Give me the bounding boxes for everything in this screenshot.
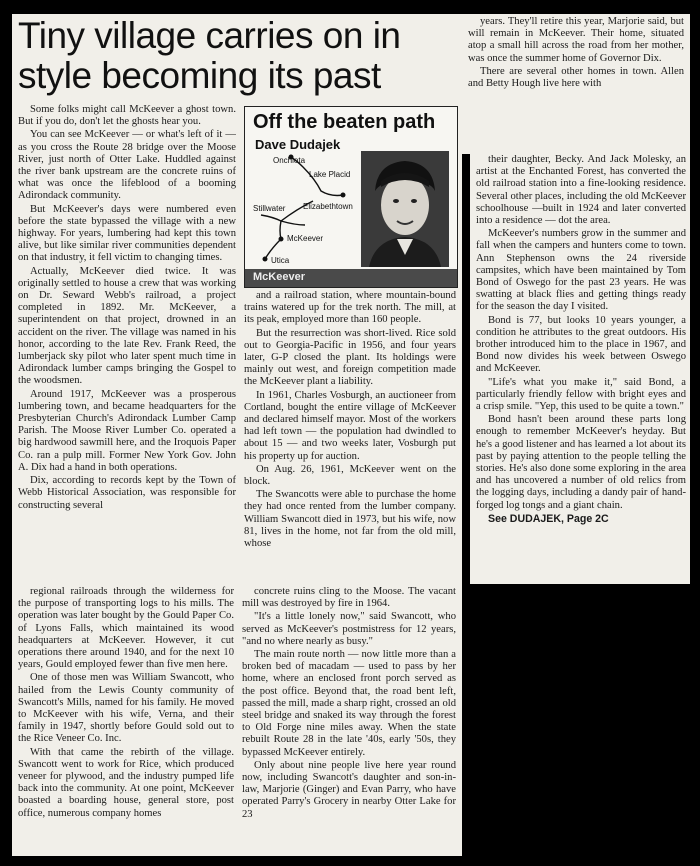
sidebar-box	[244, 106, 458, 288]
paragraph: In 1961, Charles Vosburgh, an auctioneer from Cortland, bought the entire village of McKeever and declared himself mayor. Most of the workers had left town — the population had dwindled to about 15 — and two weeks later, Vosburgh put his property up for auction.	[244, 389, 456, 462]
paragraph: Dix, according to records kept by the Town of Webb Historical Association, was responsible for constructing several	[18, 475, 236, 511]
column-3	[468, 16, 684, 152]
map-label: Lake Placid	[309, 170, 351, 179]
paragraph: Only about nine people live here year round now, including Swancott's daughter and son-in-law, Marjorie (Ginger) and Evan Parry, who have operated Parry's Grocery in nearby Otter Lake for 23	[242, 759, 456, 820]
map-dot	[279, 237, 284, 242]
paragraph: years. They'll retire this year, Marjorie said, but will remain in McKeever. Their home, situated atop a small hill across the road from her mother, was once the summer home of Governor Dix.	[468, 16, 684, 64]
paragraph: You can see McKeever — or what's left of it — as you cross the Route 28 bridge over the Moose River, just north of Otter Lake. Huddled against the river bank upstream are the concrete ruins of what was once the lifeblood of a booming Adirondack community.	[18, 129, 236, 202]
paragraph: There are several other homes in town. Allen and Betty Hough live here with	[468, 65, 684, 90]
paragraph: Actually, McKeever died twice. It was originally settled to house a crew that was working on Dr. Seward Webb's railroad, a project completed in 1892. Mr. McKeever, a superintendent on that project, drowned in an accident on the river. The village was named in his honor, according to the late Rev. Frank Reed, the lumberjack sky pilot who later spent much time in Adirondack lumber camps bringing the Gospel to the woodsmen.	[18, 265, 236, 387]
paragraph: One of those men was William Swancott, who hailed from the Lewis County community of Swancott's Mills, named for his family. He moved to McKeever with his wife, Verna, and their family in 1947, shortly before Gould sold out to the Rice Veneer Co. Inc.	[18, 672, 234, 745]
paragraph: Bond hasn't been around these parts long enough to remember McKeever's heyday. But he's a good listener and has learned a lot about its past by paying attention to the people telling the stories. He's also done some exploring in the area and has uncovered a number of old relics from the logging days, including a dandy pair of hand-forged log tongs and a giant chain.	[476, 414, 686, 511]
sidebar-byline: Dave Dudajek	[255, 137, 341, 152]
paragraph: The main route north — now little more than a broken bed of macadam — used to pass by her home, where an enclosed front porch served as the post office. Beyond that, the road bent left, passed the mill, made a sharp right, crossed an old steel bridge and snaked its way through the forest to Old Forge nine miles away. When the state rebuilt Route 28 in the late '40s, early '50s, they bypassed McKeever entirely.	[242, 649, 456, 758]
headline: Tiny village carries on in style becoming its past	[18, 15, 401, 96]
continuation-note: See DUDAJEK, Page 2C	[488, 512, 609, 525]
column-6	[242, 586, 456, 854]
paragraph: McKeever's numbers grow in the summer and fall when the campers and hunters come to town. Ann Stephenson owns the 24 riverside campsites, which have been maintained by Tom Bond of Oswego for the past 23 years. He was swatting at black flies and getting things ready for the season the day I visited.	[476, 228, 686, 313]
paragraph: But the resurrection was short-lived. Rice sold out to Georgia-Pacific in 1956, and four years later, G-P closed the plant. Its holdings were mainly out west, and foreign competition made the McKeever plant a liability.	[244, 327, 456, 388]
sidebar-footer-label: McKeever	[253, 271, 305, 283]
column-2	[244, 290, 456, 582]
map-dot	[263, 257, 268, 262]
article-bottom-clipping	[12, 584, 462, 856]
map-label: Stillwater	[253, 204, 286, 213]
column-5	[18, 586, 234, 854]
sidebar-title: Off the beaten path	[253, 111, 436, 133]
map-dot	[341, 193, 346, 198]
paragraph: With that came the rebirth of the village. Swancott went to work for Rice, which produced veneer for plywood, and the industry pumped life back into the community. At one point, McKeever boasted a boarding house, general store, post office, numerous company homes	[18, 746, 234, 819]
paragraph: their daughter, Becky. And Jack Molesky, an artist at the Enchanted Forest, has converted the old railroad station into a fine-looking residence. Several other places, including the old McKeever schoolhouse —built in 1924 and later converted into a residence — dot the area.	[476, 154, 686, 227]
paragraph: Bond is 77, but looks 10 years younger, a condition he attributes to the great outdoors. His brother introduced him to the place in 1967, and Bond now divides his week between Oswego and McKeever.	[476, 314, 686, 375]
paragraph: "It's a little lonely now," said Swancott, who served as McKeever's postmistress for 12 years, "and no where nearly as busy."	[242, 611, 456, 647]
paragraph: regional railroads through the wilderness for the purpose of transporting logs to his mills. The operation was later bought by the Gould Paper Co. of Lyons Falls, which maintained its wood headquarters at McKeever. However, it cut operations there around 1940, and for the next 10 years, Gould employed fewer than five men here.	[18, 586, 234, 671]
paragraph: On Aug. 26, 1961, McKeever went on the block.	[244, 463, 456, 488]
sidebar-footer	[245, 269, 457, 287]
article-right-clipping	[470, 152, 690, 584]
map-label: McKeever	[287, 234, 324, 243]
column-1	[18, 104, 236, 582]
article-main-clipping	[12, 14, 462, 584]
column-4	[476, 154, 686, 582]
paragraph: The Swancotts were able to purchase the home they had once rented from the lumber company. William Swancott died in 1973, but his wife, now 81, lives in the home, not far from the old mill, whose	[244, 489, 456, 550]
map-label: Elizabethtown	[303, 202, 353, 211]
portrait-photo	[361, 151, 449, 267]
paragraph: "Life's what you make it," said Bond, a particularly friendly fellow with bright eyes and a crisp smile. "Yep, this used to be quite a town."	[476, 376, 686, 413]
paragraph: Around 1917, McKeever was a prosperous lumbering town, and became headquarters for the Presbyterian Church's Adirondack Lumber Camp Parish. The Moose River Lumber Co. operated a big hardwood sawmill here, and the Iroquois Paper Co. ran a pulp mill. Former New York Gov. John A. Dix had a hand in both operations.	[18, 388, 236, 473]
locator-map	[251, 151, 361, 267]
map-label: Utica	[271, 256, 290, 265]
map-label: Onchiota	[273, 156, 306, 165]
paragraph: But McKeever's days were numbered even before the state bypassed the village with a new highway. For years, lumbering had kept this town alive, but like similar river communities dependent on that industry, it fell victim to changing times.	[18, 203, 236, 264]
paragraph: concrete ruins cling to the Moose. The vacant mill was destroyed by fire in 1964.	[242, 586, 456, 610]
paragraph: Some folks might call McKeever a ghost town. But if you do, don't let the ghosts hear you.	[18, 104, 236, 128]
article-right-top-clipping	[462, 14, 690, 154]
paragraph: and a railroad station, where mountain-bound trains watered up for the trek north. The mill, at its peak, employed more than 160 people.	[244, 290, 456, 326]
